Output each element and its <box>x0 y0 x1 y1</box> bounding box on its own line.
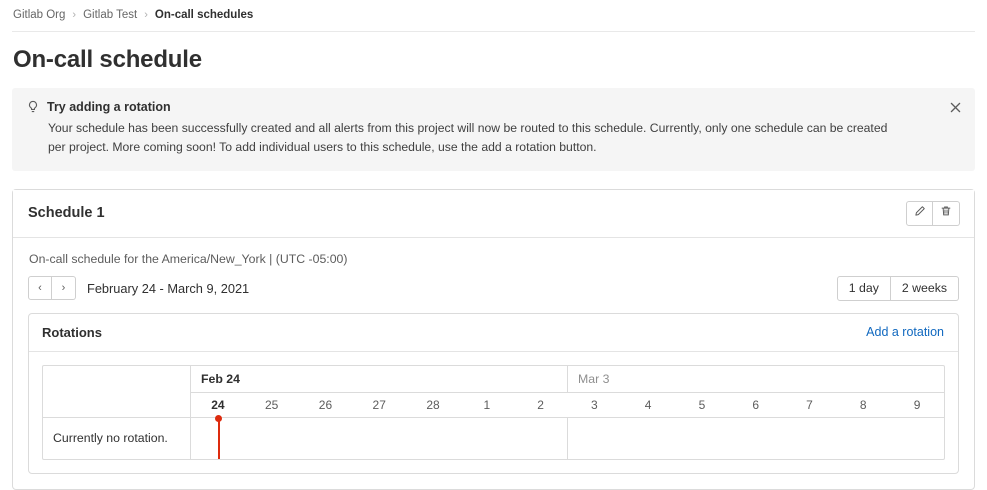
info-alert <box>12 88 975 171</box>
breadcrumb-separator-icon: › <box>72 9 77 21</box>
timeline-day[interactable]: 27 <box>372 397 386 412</box>
schedule-card-body <box>13 238 974 489</box>
breadcrumb-item-org[interactable]: Gitlab Org <box>13 9 66 21</box>
timeline-day[interactable]: 7 <box>806 397 813 412</box>
breadcrumb-item-current: On-call schedules <box>154 9 254 21</box>
rotations-header <box>29 314 958 352</box>
timeline-day[interactable]: 2 <box>537 397 544 412</box>
next-period-button[interactable]: › <box>52 276 76 300</box>
timeline-day[interactable]: 26 <box>318 397 333 412</box>
date-nav-buttons <box>28 276 76 300</box>
page-title: On-call schedule <box>13 46 202 73</box>
timeline-day[interactable]: 9 <box>913 397 921 412</box>
view-toggle-2-weeks[interactable]: 2 weeks <box>891 276 959 301</box>
current-time-marker <box>218 418 220 459</box>
previous-period-button[interactable]: ‹ <box>28 276 52 300</box>
timezone-text: On-call schedule for the America/New_York | (UTC -05:00) <box>29 251 348 266</box>
breadcrumb-separator-icon: › <box>144 9 148 21</box>
timeline-week-label: Mar 3 <box>567 366 944 392</box>
timeline-cell <box>567 418 944 459</box>
view-toggle-group <box>837 276 959 301</box>
timeline-week-label: Feb 24 <box>201 371 240 386</box>
no-rotation-label: Currently no rotation. <box>53 431 168 446</box>
timeline-label-column <box>43 366 191 459</box>
timeline-cell <box>191 418 567 459</box>
alert-title: Try adding a rotation <box>47 100 171 114</box>
breadcrumb <box>12 0 975 32</box>
lightbulb-icon <box>26 100 40 114</box>
add-rotation-link[interactable]: Add a rotation <box>866 325 944 340</box>
breadcrumb-item-project[interactable]: Gitlab Test <box>83 9 138 21</box>
timeline-day[interactable]: 5 <box>698 397 706 412</box>
timeline-day[interactable]: 6 <box>752 397 760 412</box>
rotations-panel <box>28 313 959 474</box>
schedule-nav <box>28 276 249 300</box>
timeline-label-header <box>43 366 190 418</box>
timeline-day[interactable]: 24 <box>211 397 225 412</box>
schedule-actions <box>906 201 960 226</box>
timeline-day-header <box>191 392 944 418</box>
schedule-card-header <box>13 190 974 238</box>
alert-body: Your schedule has been successfully created and all alerts from this project will now be routed to this schedule. Currently, only one schedule can be created per project. More coming soon! To add individual users to this schedule, use the add a rotation button. <box>48 121 888 154</box>
rotations-timeline <box>42 365 945 460</box>
timeline-day[interactable]: 8 <box>859 397 867 412</box>
rotations-title: Rotations <box>42 324 102 340</box>
pencil-icon <box>914 204 926 222</box>
date-range-label: February 24 - March 9, 2021 <box>87 280 250 296</box>
alert-header <box>26 100 935 114</box>
delete-schedule-button[interactable] <box>933 201 960 226</box>
timeline-day[interactable]: 1 <box>483 397 491 412</box>
timeline-day[interactable]: 25 <box>264 397 279 412</box>
view-toggle-1-day[interactable]: 1 day <box>837 276 891 301</box>
schedule-card <box>12 189 975 490</box>
schedule-controls <box>28 276 959 301</box>
schedule-title: Schedule 1 <box>28 205 105 222</box>
timeline-rotation-row <box>191 418 944 459</box>
trash-icon <box>940 204 952 222</box>
timeline-day[interactable]: 28 <box>426 397 440 412</box>
edit-schedule-button[interactable] <box>906 201 933 226</box>
timeline-day[interactable]: 3 <box>591 397 598 412</box>
timeline-week-header <box>191 366 944 392</box>
timeline-day[interactable]: 4 <box>644 397 652 412</box>
timeline-grid <box>191 366 944 459</box>
close-icon[interactable] <box>947 99 963 115</box>
